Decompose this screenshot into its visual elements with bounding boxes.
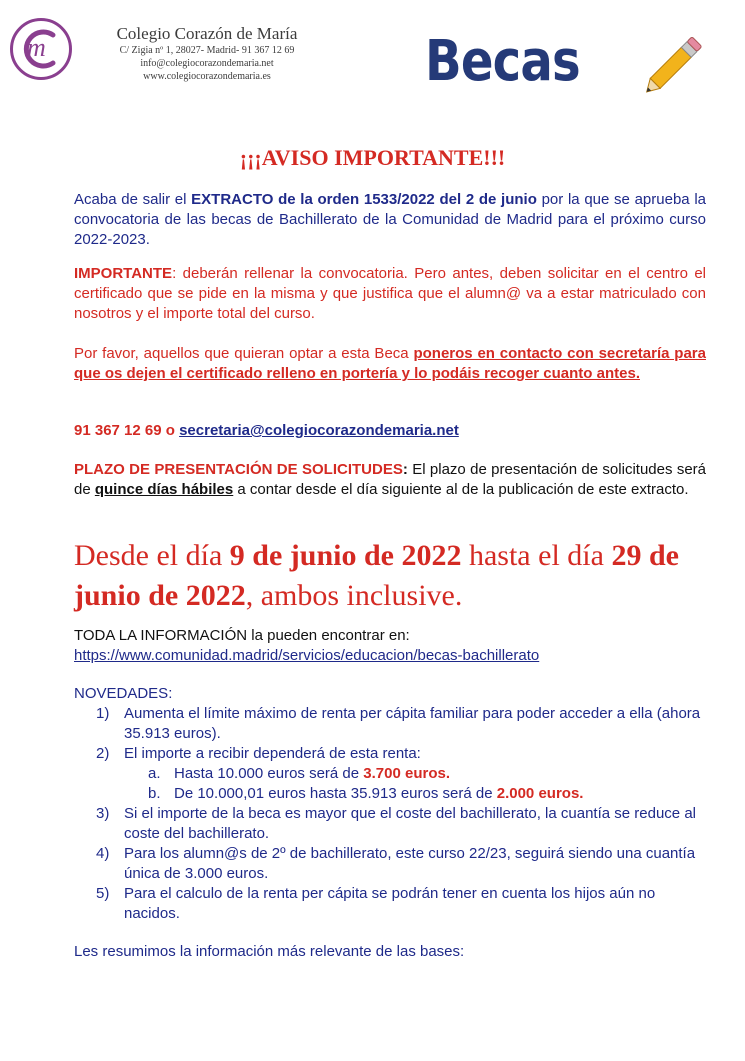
logo-letter: m xyxy=(27,33,46,62)
sub-list-item xyxy=(74,764,706,784)
sub-item-text: De 10.000,01 euros hasta 35.913 euros será de xyxy=(174,785,497,802)
school-logo xyxy=(10,18,72,80)
list-item-number: 3) xyxy=(96,805,110,822)
important-label: IMPORTANTE xyxy=(74,265,173,282)
contact-request: poneros en contacto con secretaría para que os dejen el certificado relleno en portería y lo podáis recoger cuanto antes. xyxy=(74,345,706,382)
plazo-pre: El plazo de presentación de solicitudes será de xyxy=(74,461,706,498)
list-item-number: 1) xyxy=(96,705,110,722)
list-item-text: Para los alumn@s de 2º de bachillerato, este curso 22/23, seguirá siendo una cuantía única de 3.000 euros. xyxy=(124,845,696,882)
school-name: Colegio Corazón de María xyxy=(116,24,298,43)
summary-line: Les resumimos la información más relevante de las bases: xyxy=(74,943,465,960)
sub-item-amount: 3.700 euros. xyxy=(363,765,451,782)
plazo-post: a contar desde el día siguiente al de la publicación de este extracto. xyxy=(233,481,689,498)
dates-banner xyxy=(74,536,714,616)
list-item xyxy=(74,884,706,924)
plazo-dias: quince días hábiles xyxy=(94,481,234,498)
list-item xyxy=(74,844,706,884)
pencil-icon xyxy=(630,20,720,110)
intro-pre: Acaba de salir el xyxy=(74,191,192,208)
school-email: info@colegiocorazondemaria.net xyxy=(140,58,274,69)
contact-paragraph xyxy=(74,344,706,384)
dates-t1: Desde el día xyxy=(74,539,230,572)
contact-pre: Por favor, aquellos que quieran optar a esta Beca xyxy=(74,345,414,362)
secretaria-email-link[interactable]: secretaria@colegiocorazondemaria.net xyxy=(179,422,459,439)
date-start: 9 de junio de 2022 xyxy=(229,539,462,572)
important-text: : deberán rellenar la convocatoria. Pero antes, deben solicitar en el centro el certificado que se pide en la misma y que justifica que el alumn@ va a estar matriculado con nosotros y el importe total del curso. xyxy=(74,265,706,322)
intro-paragraph xyxy=(74,190,706,250)
info-label: TODA LA INFORMACIÓN la pueden encontrar en: xyxy=(74,627,410,644)
sub-item-text: Hasta 10.000 euros será de xyxy=(174,765,364,782)
novedades-section xyxy=(74,684,706,924)
school-website: www.colegiocorazondemaria.es xyxy=(143,71,271,82)
plazo-colon: : xyxy=(402,461,408,478)
info-section xyxy=(74,626,706,666)
list-item-number: 4) xyxy=(96,845,110,862)
important-paragraph xyxy=(74,264,706,324)
list-item-text: Si el importe de la beca es mayor que el coste del bachillerato, la cuantía se reduce al coste del bachillerato. xyxy=(124,805,696,842)
date-end: 29 de junio de 2022 xyxy=(74,539,679,612)
dates-t2: hasta el día xyxy=(461,539,612,572)
becas-logo xyxy=(425,30,725,100)
becas-logo-text: Becas xyxy=(425,29,580,94)
intro-extracto: EXTRACTO de la orden 1533/2022 del 2 de junio xyxy=(191,191,537,208)
dates-t3: , ambos inclusive. xyxy=(245,579,463,612)
plazo-paragraph xyxy=(74,460,706,500)
header xyxy=(0,0,745,120)
sub-list-item xyxy=(74,784,706,804)
contact-phone: 91 367 12 69 o xyxy=(74,422,180,439)
list-item xyxy=(74,704,706,744)
list-item-number: 2) xyxy=(96,745,110,762)
sub-item-letter: a. xyxy=(148,765,161,782)
becas-url-link[interactable]: https://www.comunidad.madrid/servicios/educacion/becas-bachillerato xyxy=(74,647,540,664)
novedades-label: NOVEDADES: xyxy=(74,685,173,702)
list-item-text: El importe a recibir dependerá de esta renta: xyxy=(124,745,421,762)
list-item-number: 5) xyxy=(96,885,110,902)
plazo-label: PLAZO DE PRESENTACIÓN DE SOLICITUDES xyxy=(74,461,403,478)
school-info xyxy=(82,24,332,83)
sub-item-letter: b. xyxy=(148,785,161,802)
list-item-text: Aumenta el límite máximo de renta per cápita familiar para poder acceder a ella (ahora 35.913 euros). xyxy=(124,705,701,742)
list-item-text: Para el calculo de la renta per cápita se podrán tener en cuenta los hijos aún no nacidos. xyxy=(124,885,656,922)
intro-post: por la que se aprueba la convocatoria de las becas de Bachillerato de la Comunidad de Madrid para el próximo curso 2022-2023. xyxy=(74,191,706,248)
page-title: ¡¡¡AVISO IMPORTANTE!!! xyxy=(239,145,506,170)
school-address: C/ Zigia nº 1, 28027- Madrid- 91 367 12 69 xyxy=(119,45,295,56)
sub-item-amount: 2.000 euros. xyxy=(496,785,584,802)
list-item xyxy=(74,804,706,844)
contact-line xyxy=(74,421,706,441)
list-item xyxy=(74,744,706,764)
